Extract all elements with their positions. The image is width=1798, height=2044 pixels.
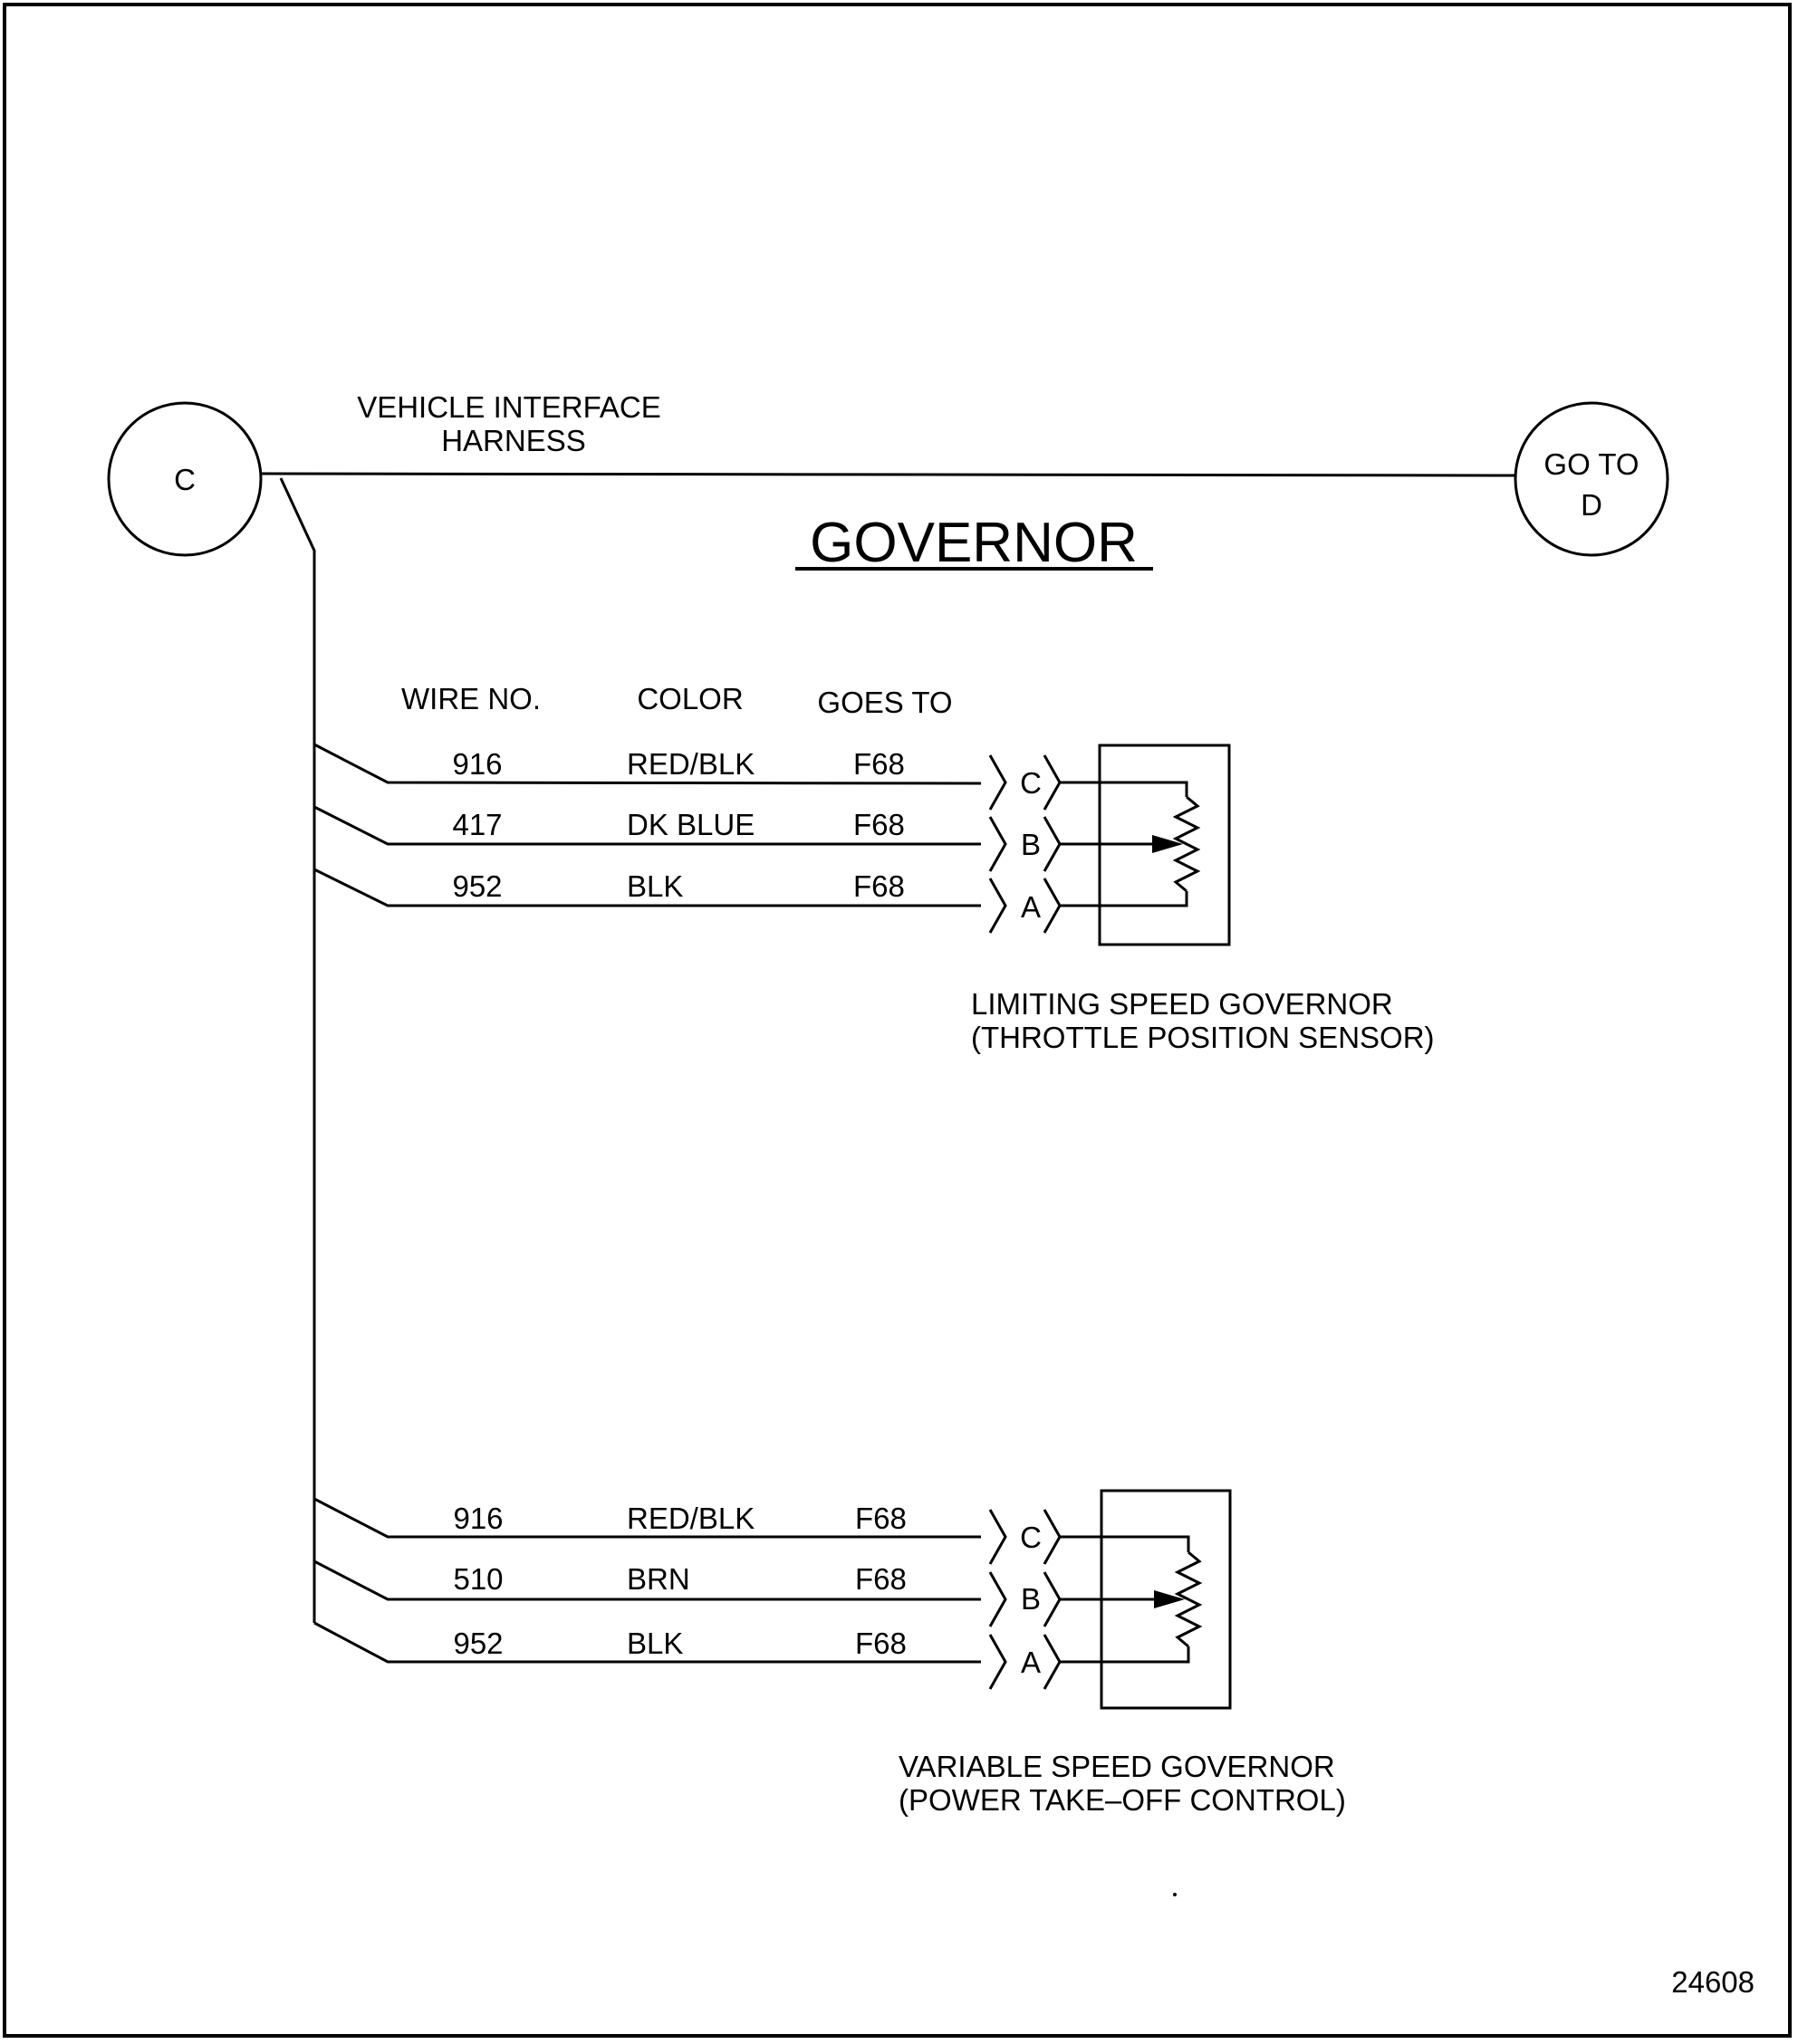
limiting-wire-b-color: DK BLUE bbox=[627, 808, 755, 841]
harness-main-line bbox=[262, 474, 1515, 475]
variable-wire-c-number: 916 bbox=[453, 1502, 504, 1535]
limiting-wire-a-color: BLK bbox=[627, 869, 684, 903]
outer-frame bbox=[5, 5, 1790, 2036]
limiting-wire-c-number: 916 bbox=[452, 747, 503, 781]
variable-wire-a-goes-to: F68 bbox=[855, 1627, 907, 1660]
harness-label-line2: HARNESS bbox=[441, 424, 586, 457]
stray-dot bbox=[1173, 1893, 1177, 1896]
page-title: GOVERNOR bbox=[810, 512, 1138, 574]
goto-d-connector bbox=[1515, 403, 1668, 555]
limiting-wire-a-number: 952 bbox=[452, 869, 503, 903]
variable-wire-b-number: 510 bbox=[453, 1562, 504, 1596]
goto-label-line2: D bbox=[1581, 488, 1602, 522]
limiting-wire-c-goes-to: F68 bbox=[853, 747, 905, 781]
variable-wire-b-goes-to: F68 bbox=[855, 1562, 907, 1596]
variable-caption-line1: VARIABLE SPEED GOVERNOR bbox=[899, 1750, 1335, 1783]
limiting-wire-a bbox=[314, 869, 1187, 933]
trunk-wire bbox=[281, 478, 314, 1623]
figure-number: 24608 bbox=[1671, 1965, 1755, 1999]
limiting-wire-b-goes-to: F68 bbox=[853, 808, 905, 841]
limiting-pin-b: B bbox=[1020, 828, 1042, 861]
column-header-color: COLOR bbox=[637, 682, 744, 715]
variable-wire-a-number: 952 bbox=[453, 1627, 504, 1660]
variable-wire-a-color: BLK bbox=[627, 1627, 684, 1660]
variable-wire-b bbox=[314, 1561, 1185, 1627]
limiting-wire-b-number: 417 bbox=[452, 808, 503, 841]
variable-pin-a: A bbox=[1020, 1646, 1042, 1679]
connector-c-label: C bbox=[174, 463, 196, 496]
goto-label-line1: GO TO bbox=[1543, 447, 1639, 481]
variable-caption-line2: (POWER TAKE–OFF CONTROL) bbox=[899, 1783, 1346, 1817]
variable-wire-a bbox=[314, 1623, 1188, 1689]
variable-wire-c-color: RED/BLK bbox=[627, 1502, 755, 1535]
variable-pin-c: C bbox=[1020, 1521, 1042, 1554]
harness-label-line1: VEHICLE INTERFACE bbox=[357, 390, 661, 424]
variable-wire-c-goes-to: F68 bbox=[855, 1502, 907, 1535]
connector-c bbox=[109, 403, 261, 555]
variable-pin-b: B bbox=[1020, 1582, 1042, 1616]
limiting-caption-line1: LIMITING SPEED GOVERNOR bbox=[971, 987, 1393, 1021]
limiting-caption-line2: (THROTTLE POSITION SENSOR) bbox=[971, 1021, 1435, 1054]
column-header-wire-no: WIRE NO. bbox=[401, 682, 541, 715]
limiting-pin-c: C bbox=[1020, 766, 1042, 800]
limiting-pin-a: A bbox=[1020, 890, 1042, 924]
limiting-wire-a-goes-to: F68 bbox=[853, 869, 905, 903]
limiting-wire-c-color: RED/BLK bbox=[627, 747, 755, 781]
column-header-goes-to: GOES TO bbox=[817, 686, 953, 719]
variable-wire-b-color: BRN bbox=[627, 1562, 690, 1596]
